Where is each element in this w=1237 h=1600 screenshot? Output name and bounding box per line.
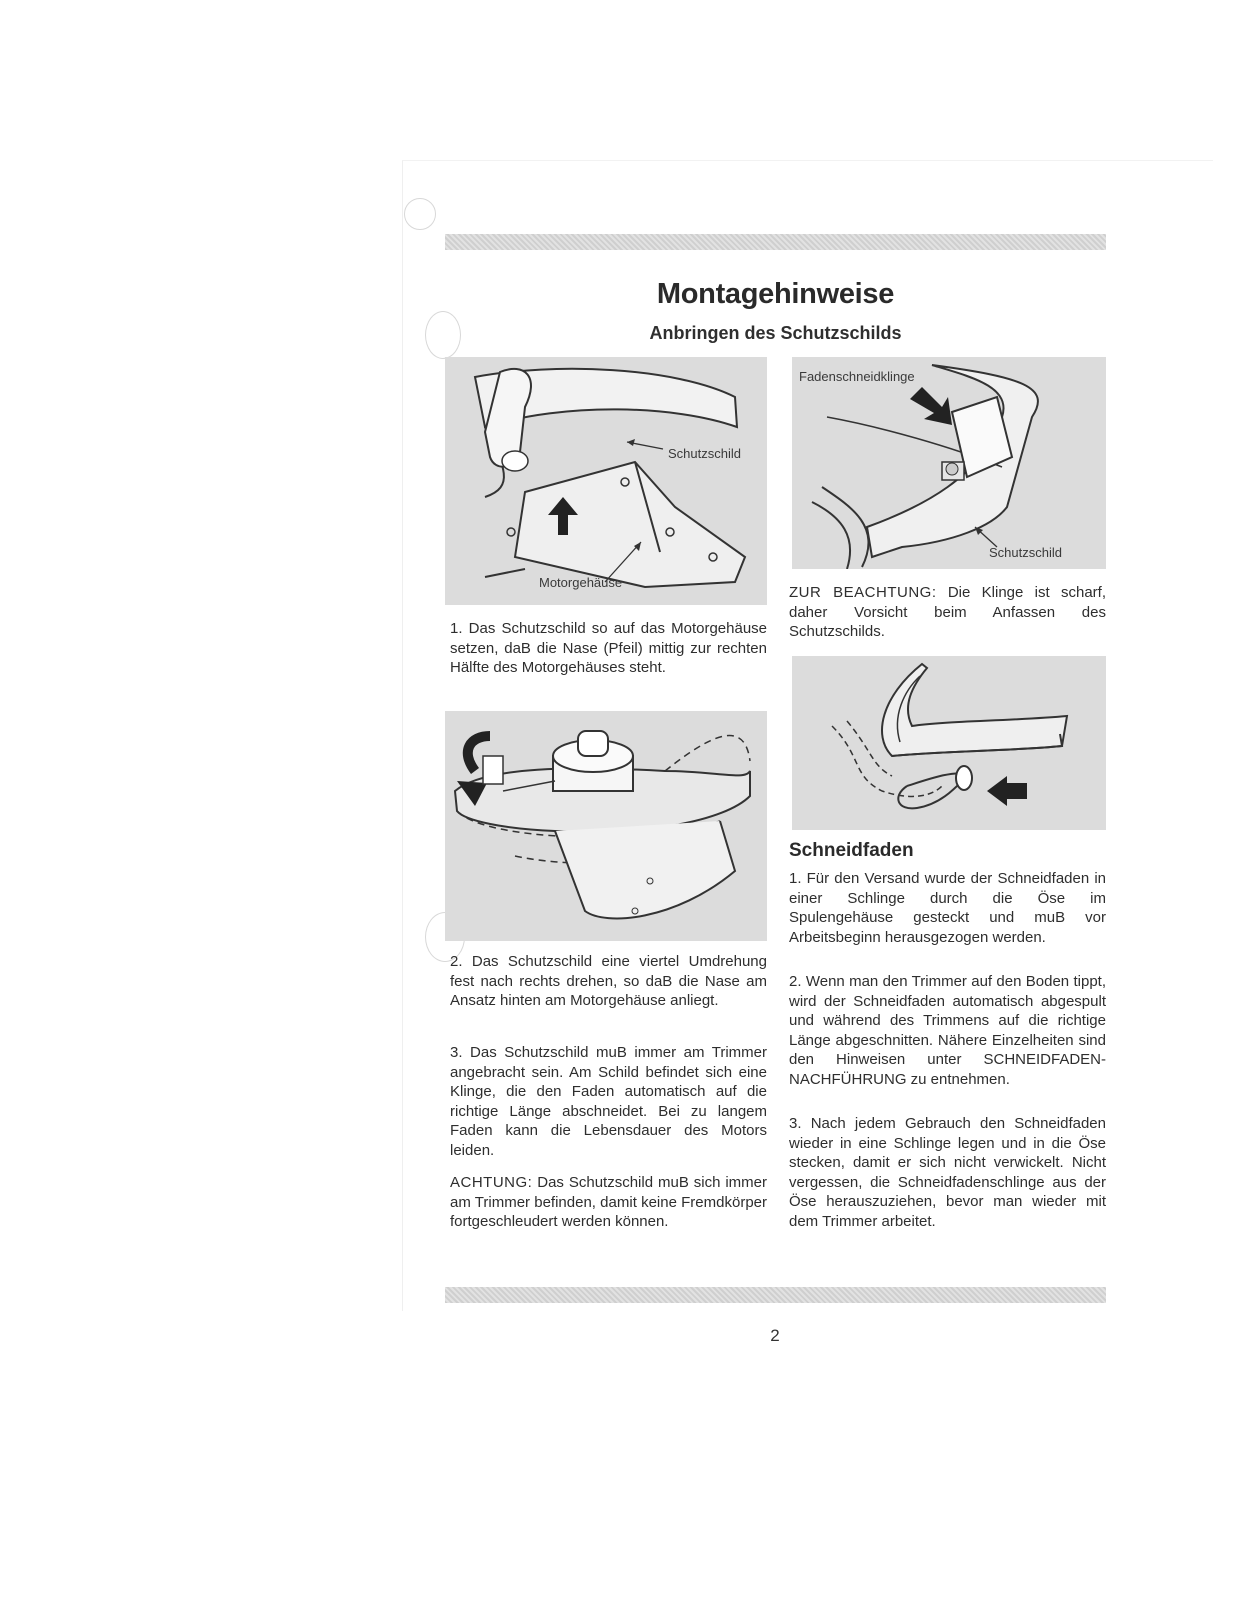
punch-hole-top [404,198,436,230]
label-motorgehaeuse: Motorgehäuse [539,575,623,590]
warning-label: ACHTUNG: [450,1174,533,1191]
right-item-1: 1. Für den Versand wurde der Schneidfaden in einer Schlinge durch die Öse im Spulengehäuse gesteckt und muB vor Arbeitsbeginn herausgezogen werden. [789,870,1106,946]
figure-shield-rotation [445,711,767,941]
note-text: Die Klinge ist scharf, daher Vorsicht beim Anfassen des Schutzschilds. [789,584,1107,641]
top-rule-band [445,234,1106,250]
bottom-rule-band [445,1287,1106,1303]
shield-mounting-illustration-icon [445,357,767,605]
figure-shield-mounting [445,357,767,605]
left-step-2: 2. Das Schutzschild eine viertel Umdrehung fest nach rechts drehen, so daB die Nase am Ansatz hinten am Motorgehäuse anliegt. [450,953,767,1010]
left-warning [450,1173,767,1232]
figure-cutting-blade [792,357,1106,569]
label-schutzschild: Schutzschild [668,446,741,461]
page-title: Montagehinweise [656,278,895,310]
warning-text: Das Schutzschild muB sich immer am Trimmer befinden, damit keine Fremdkörper fortgeschleudert werden können. [450,1174,767,1231]
page-number: 2 [770,1326,780,1345]
right-item-2: 2. Wenn man den Trimmer auf den Boden tippt, wird der Schneidfaden automatisch abgespult und während des Trimmens auf die richtige Länge abgeschnitten. Nähere Einzelheiten sind den Hinweisen unter SCHNEIDFADEN-NACHFÜHRUNG zu entnehmen. [789,973,1106,1088]
figure-line-loop [792,656,1106,830]
shield-rotation-illustration-icon [445,711,767,941]
left-step-1: 1. Das Schutzschild so auf das Motorgehäuse setzen, daB die Nase (Pfeil) mittig zur rechten Hälfte des Motorgehäuses steht. [450,620,767,677]
page-subtitle: Anbringen des Schutzschilds [649,323,902,343]
line-loop-eyelet-illustration-icon [792,656,1106,830]
cutting-blade-illustration-icon [792,357,1106,569]
label-schutzschild-blade: Schutzschild [989,545,1062,560]
label-fadenschneidklinge: Fadenschneidklinge [799,369,915,384]
note-label: ZUR BEACHTUNG: [789,584,937,601]
right-note [789,583,1106,642]
right-item-3: 3. Nach jedem Gebrauch den Schneidfaden wieder in eine Schlinge legen und in die Öse stecken, damit er sich nicht verwickelt. Nicht vergessen, die Schneidfadenschlinge aus der Öse herauszuziehen, bevor man wieder mit dem Trimmer arbeitet. [789,1115,1106,1230]
left-step-3: 3. Das Schutzschild muB immer am Trimmer angebracht sein. Am Schild befindet sich eine Klinge, die den Faden automatisch auf die richtige Länge abschneidet. Bei zu langem Faden kann die Lebensdauer des Motors leiden. [450,1044,767,1159]
section-heading-schneidfaden: Schneidfaden [789,840,914,861]
